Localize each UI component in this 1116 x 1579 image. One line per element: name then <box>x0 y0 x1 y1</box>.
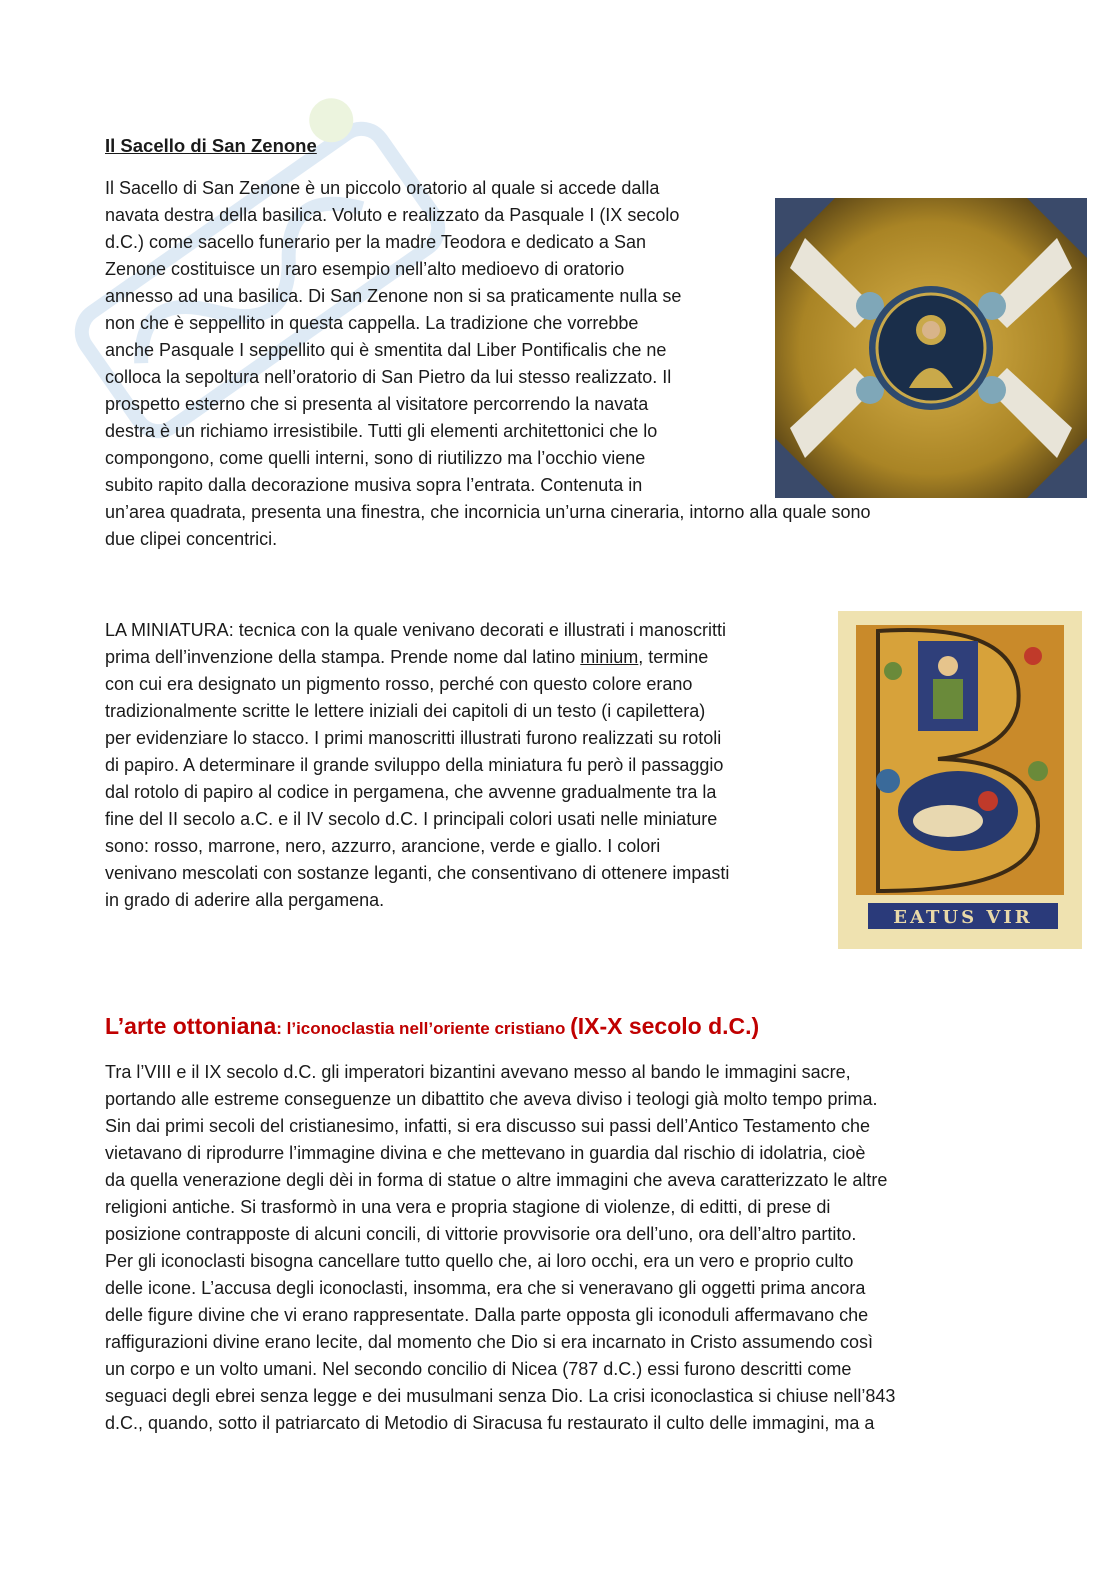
text-line <box>105 644 729 671</box>
text-line: non che è seppellito in questa cappella. La tradizione che vorrebbe <box>105 313 639 333</box>
text-line: raffigurazioni divine erano lecite, dal momento che Dio si era incarnato in Cristo assumendo così <box>105 1332 874 1352</box>
text-line: Sin dai primi secoli del cristianesimo, infatti, si era discusso sui passi dell’Antico Testamento che <box>105 1116 871 1136</box>
text-span: prima dell’invenzione della stampa. Prende nome dal latino <box>105 647 581 667</box>
text-line: fine del II secolo a.C. e il IV secolo d.C. I principali colori usati nelle miniature <box>105 809 718 829</box>
text-line: sono: rosso, marrone, nero, azzurro, arancione, verde e giallo. I colori <box>105 836 661 856</box>
text-line: colloca la sepoltura nell’oratorio di San Pietro da lui stesso realizzato. Il <box>105 367 672 387</box>
heading-part: (IX-X secolo d.C.) <box>570 1013 760 1039</box>
text-line: seguaci degli ebrei senza legge e dei musulmani senza Dio. La crisi iconoclastica si chiuse nell’843 <box>105 1386 896 1406</box>
text-line: portando alle estreme conseguenze un dibattito che aveva diviso i teologi già molto tempo prima. <box>105 1089 878 1109</box>
text-line: prospetto esterno che si presenta al visitatore percorrendo la navata <box>105 394 649 414</box>
text-line: con cui era designato un pigmento rosso, perché con questo colore erano <box>105 674 693 694</box>
text-line: in grado di aderire alla pergamena. <box>105 890 385 910</box>
text-line: Zenone costituisce un raro esempio nell’alto medioevo di oratorio <box>105 259 625 279</box>
text-line: delle figure divine che vi erano rappresentate. Dalla parte opposta gli iconoduli affermavano che <box>105 1305 869 1325</box>
text-line: tradizionalmente scritte le lettere iniziali dei capitoli di un testo (i capilettera) <box>105 701 706 721</box>
text-line: un corpo e un volto umani. Nel secondo concilio di Nicea (787 d.C.) essi furono descritti come <box>105 1359 852 1379</box>
text-line: annesso ad una basilica. Di San Zenone non si sa praticamente nulla se <box>105 286 682 306</box>
text-line: dal rotolo di papiro al codice in pergamena, che avvenne gradualmente tra la <box>105 782 717 802</box>
text-line: anche Pasquale I seppellito qui è smentita dal Liber Pontificalis che ne <box>105 340 667 360</box>
text-line: delle icone. L’accusa degli iconoclasti, insomma, era che si veneravano gli oggetti prima ancora <box>105 1278 866 1298</box>
text-line: un’area quadrata, presenta una finestra, che incornicia un’urna cineraria, intorno alla quale sono <box>105 502 871 522</box>
mosaic-ceiling-image <box>775 198 1087 498</box>
text-line: navata destra della basilica. Voluto e realizzato da Pasquale I (IX secolo <box>105 205 680 225</box>
text-line: Tra l’VIII e il IX secolo d.C. gli imperatori bizantini avevano messo al bando le immagini sacre, <box>105 1062 851 1082</box>
text-line: di papiro. A determinare il grande sviluppo della miniatura fu però il passaggio <box>105 755 724 775</box>
text-line: Il Sacello di San Zenone è un piccolo oratorio al quale si accede dalla <box>105 178 660 198</box>
text-line: destra è un richiamo irresistibile. Tutti gli elementi architettonici che lo <box>105 421 658 441</box>
text-span: , termine <box>638 647 709 667</box>
text-line: due clipei concentrici. <box>105 529 278 549</box>
text-line: posizione contrapposte di alcuni concili, di vittorie provvisorie ora dell’uno, ora dell’altro partito. <box>105 1224 857 1244</box>
section-heading-sacello: Il Sacello di San Zenone <box>105 135 317 156</box>
text-line: d.C., quando, sotto il patriarcato di Metodio di Siracusa fu restaurato il culto delle immagini, ma a <box>105 1413 875 1433</box>
illuminated-manuscript-image <box>838 611 1082 949</box>
text-line: d.C.) come sacello funerario per la madre Teodora e dedicato a San <box>105 232 646 252</box>
text-line: venivano mescolati con sostanze leganti, che consentivano di ottenere impasti <box>105 863 730 883</box>
text-line: LA MINIATURA: tecnica con la quale venivano decorati e illustrati i manoscritti <box>105 620 726 640</box>
text-line: da quella venerazione degli dèi in forma di statue o altre immagini che aveva caratterizzato le altre <box>105 1170 888 1190</box>
text-line: per evidenziare lo stacco. I primi manoscritti illustrati furono realizzati su rotoli <box>105 728 722 748</box>
text-line: compongono, come quelli interni, sono di riutilizzo ma l’occhio viene <box>105 448 646 468</box>
paragraph-miniatura <box>105 617 729 914</box>
paragraph-iconoclastia <box>105 1059 895 1437</box>
heading-part: L’arte ottoniana <box>105 1013 277 1039</box>
text-line: subito rapito dalla decorazione musiva sopra l’entrata. Contenuta in <box>105 475 643 495</box>
paragraph-sacello <box>105 175 871 553</box>
text-line: religioni antiche. Si trasformò in una vera e propria stagione di violenze, di editti, di prese di <box>105 1197 831 1217</box>
heading-part: : l’iconoclastia nell’oriente cristiano <box>276 1019 571 1038</box>
section-heading-arte-ottoniana <box>105 1013 759 1040</box>
text-line: Per gli iconoclasti bisogna cancellare tutto quello che, ai loro occhi, era un vero e proprio culto <box>105 1251 854 1271</box>
minium-term: minium <box>580 647 639 667</box>
manuscript-caption: EATUS VIR <box>893 907 1033 928</box>
text-line: vietavano di riprodurre l’immagine divina e che mettevano in guardia dal rischio di idolatria, cioè <box>105 1143 866 1163</box>
